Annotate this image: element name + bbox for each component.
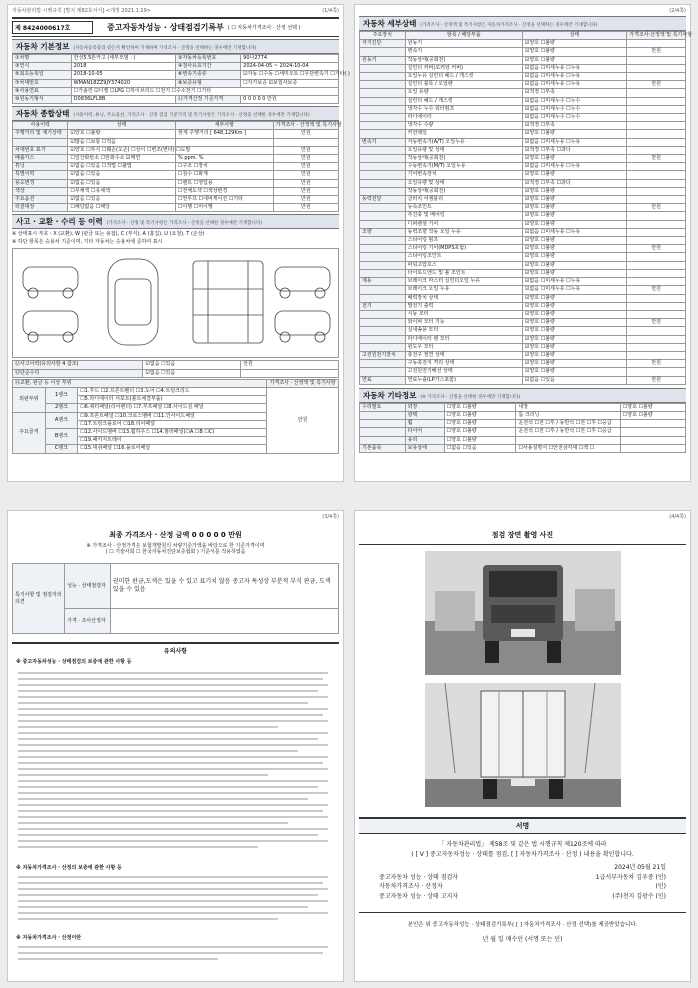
detail-status-row: 스티어링조인트 ☑양호 ☐불량 bbox=[360, 253, 686, 261]
sign-line-2: ( [ V ] 중고자동차성능 · 상태를 점검, [ ] 자동차가격조사 · 산정 ) 내용을 확인합니다. bbox=[411, 850, 634, 858]
accident-table: ⑫사고이력(유의사항 4 참조) ☑없음 ☐있음 만원 ⑬단순수리 ☑없음 ☐있음 bbox=[12, 360, 339, 377]
damage-rank-table: ⑭교환, 판금 등 이상 부위 가격조사 · 산정액 및 특기사항 외판부위 1랭크 ☐1.후드 ☐2.프론트휀더 ☐3.도어 ☐4.트렁크리드 만원 ☐5.라디에이터 서포트(볼트체결부품) 2랭크 ☐6.쿼터패널(리어펜더) ☐7.루프패널 ☐8.사이드실 패널 주요골격 A랭크 ☐9.프론트패널 ☐10.크로스멤버 ☐11.인사이드패널 ☐17.트렁크플로어 ☐18.리어패널 B랭크 ☐12.사이드멤버 ☐13.휠하우스 ☐14.필러패널(☐A ☐B ☐C) ☐19.패키지트레이 C랭크 ☐15.대쉬패널 ☐16.플로어패널 bbox=[12, 379, 339, 454]
detail-status-row: 변속기 자동변속기(A/T) 오일누유 ☑없음 ☐미세누유 ☐누유 bbox=[360, 138, 686, 146]
page-1 bbox=[7, 4, 350, 482]
car-side-right-bottom bbox=[275, 311, 330, 335]
detail-status-row: 전기 발전기 출력 ☑양호 ☐불량 bbox=[360, 302, 686, 310]
detail-status-row: 스티어링 기어(MDPS포함) ☑양호 ☐불량 만원 bbox=[360, 245, 686, 253]
notice-text-block-3 bbox=[18, 943, 333, 967]
detail-status-row: 조향 동력조향 작동 오일 누유 ☑없음 ☐미세누유 ☐누유 bbox=[360, 228, 686, 236]
title-option: ( ☐ 자동차가격조사 · 산정 선택 ) bbox=[227, 25, 301, 31]
detail-status-row: 기어변속장치 ☑양호 ☐불량 bbox=[360, 171, 686, 179]
final-price-title: 최종 가격조사 · 산정 금액 0 0 0 0 0 만원 bbox=[109, 531, 242, 539]
detail-status-row: 작동상태(공회전) ☑양호 ☐불량 만원 bbox=[360, 155, 686, 163]
detail-status-row: 고전원전기장치 충전구 절연 상태 ☑양호 ☐불량 bbox=[360, 351, 686, 359]
other-info-row: 휠 ☐양호 ☐불량 운전석 ☐전 ☐후 / 동반석 ☐전 ☐후 ☐응급 bbox=[360, 420, 686, 428]
detail-status-row: 냉각수 수량 ☑적정 ☐부족 bbox=[360, 122, 686, 130]
other-info-row: 유리 ☐양호 ☐불량 bbox=[360, 436, 686, 444]
notice-text-block-1 bbox=[18, 669, 333, 863]
final-price-note: ※ 가격조사 · 산정가격은 보험개발원의 차량기준가액을 바탕으로 한 기준가격이며 bbox=[86, 543, 265, 549]
detail-status-row: 와이퍼 모터 기능 ☑양호 ☐불량 만원 bbox=[360, 319, 686, 327]
other-info-header: 자동차 기타정보 (※ 가격조사 · 산정을 선택한 경우에만 기재합니다) bbox=[359, 388, 686, 403]
overall-status-row: 주행거리 및 계기상태 ☑양호 ☐불량 현재 주행거리 [ 648,129Km ] 만원 bbox=[13, 130, 339, 138]
detail-status-row: 배력장치 상태 ☑양호 ☐불량 bbox=[360, 294, 686, 302]
car-diagram bbox=[12, 248, 339, 358]
notice-sub-3: ※ 자동차가격조사 · 산정이란 bbox=[16, 935, 82, 941]
basic-info-table: ①차명 한성5.5톤카고 (세부모델 : ) ②자동차등록번호 90나2774 ③연식 2018 ④검사유효기간 2024-04-05 ~ 2024-10-04 ⑤최초등록일 2018-10-05 ⑥변속기종류 ☑자동 ☐수동 ☐세미오토 ☐무단변속기 ☐기타( ) ⑦차대번호 WMAN18ZZ9JY374020 ⑧보증유형 ☐자가보증 ☑보험사보증 ⑨사용연료 ☐가솔린 ☑디젤 ☐LPG ☐하이브리드 ☐전기 ☐수소전기 ☐기타 ⑩원동기형식 D0836LFL8B ⑪가격산정 기준가격 0 0 0 0 0 만원 bbox=[12, 54, 339, 104]
accident-history-header: 사고 · 교환 · 수리 등 이력 (가격조사 · 산정 및 특기사항은 가격조사 · 산정을 선택한 경우에만 기재합니다) bbox=[12, 214, 339, 229]
document-number: 제 8424000617호 bbox=[12, 21, 93, 34]
detail-status-row: 작동상태(공회전) ☑양호 ☐불량 bbox=[360, 187, 686, 195]
other-info-row: 기본품목 보유상태 ☐없음 ☐있음 ☐사용설명서 ☐안전삼각대 ☐잭 ☐ bbox=[360, 444, 686, 452]
signer-row: 자동차가격조사 · 산정자 (인) bbox=[379, 883, 666, 891]
detail-status-row: 커먼레일 ☑양호 ☐불량 bbox=[360, 130, 686, 138]
detail-status-row: 오일누유 실린더 헤드 / 개스킷 ☑없음 ☐미세누유 ☐누유 bbox=[360, 73, 686, 81]
overall-status-row: 주요옵션 ☑없음 ☐있음 ☐썬루프 ☐네비게이션 ☐기타 만원 bbox=[13, 196, 339, 204]
other-info-row: 타이어 ☐양호 ☐불량 운전석 ☐전 ☐후 / 동반석 ☐전 ☐후 ☐응급 bbox=[360, 428, 686, 436]
overall-status-table: 사용이력 상태 세부사항 가격조사 · 산정액 및 특기사항 주행거리 및 계기상태 ☑양호 ☐불량 현재 주행거리 [ 648,129Km ] 만원 ☑많음 ☐보통 ☐적음 차대번호 표기 ☑양호 ☐부식 ☐훼손(오손) ☐상이 ☐변조(변타) ☐도말 만원 배출가스 ☐일산화탄소 ☐탄화수소 ☑매연 % ppm. % 만원 튜닝 ☑없음 ☐있음 ☐적법 ☐불법 ☐구조 ☐장치 만원 특별이력 ☑없음 ☐있음 ☐침수 ☐화재 만원 용도변경 ☑없음 ☐있음 ☐렌트 ☐영업용 만원 색상 ☐무채색 ☐유채색 ☐전체도색 ☐색상변경 만원 주요옵션 ☑없음 ☐있음 ☐썬루프 ☐네비게이션 ☐기타 만원 리콜대상 ☐해당없음 ☐해당 ☐이행 ☐미이행 만원 bbox=[12, 121, 339, 212]
accident-legend-2: ※ 하단 항목은 승용차 기준이며, 기타 자동차는 승용차에 준하여 표시 bbox=[12, 239, 163, 246]
detail-status-row: 실린더 블록 / 오일팬 ☑없음 ☐미세누유 ☐누유 만원 bbox=[360, 81, 686, 89]
notice-sub-1: ※ 중고자동차성능 · 상태점검의 보증에 관한 사항 등 bbox=[16, 659, 132, 665]
page-number: (2/4쪽) bbox=[669, 8, 686, 14]
photo-section-title: 점검 장면 촬영 사진 bbox=[491, 531, 554, 539]
page-4 bbox=[354, 510, 691, 982]
special-notes-table: 특기사항 및 점검자의 의견 성능 · 상태점검자 권미한 판금,도색은 있을 수 있고 표기치 않음 중고자 특성상 부분적 부식 판금, 도색 있을 수 있음 가격 · 조사산정자 bbox=[12, 563, 339, 634]
detail-status-row: 냉각수 누수 워터펌프 ☑없음 ☐미세누수 ☐누수 bbox=[360, 105, 686, 113]
page-number: (4/4쪽) bbox=[669, 514, 686, 520]
detail-status-row: 연료 연료누출(LP가스포함) ☑없음 ☐있음 만원 bbox=[360, 376, 686, 384]
overall-status-row: ☑많음 ☐보통 ☐적음 bbox=[13, 138, 339, 146]
detail-status-row: 오일유량 및 상태 ☑적정 ☐부족 ☐과다 bbox=[360, 146, 686, 154]
detail-status-row: 수동변속기(M/T) 오일누유 ☑없음 ☐미세누유 ☐누유 bbox=[360, 163, 686, 171]
detail-status-row: 추진축 및 베어링 ☑양호 ☐불량 bbox=[360, 212, 686, 220]
page-2 bbox=[354, 4, 691, 482]
final-price-note-2: ( ☐ 기술사회 ☐ 한국자동차진단보증협회 ) 기준서를 적용하였음 bbox=[105, 549, 246, 555]
detail-status-row: 시동 모터 ☑양호 ☐불량 bbox=[360, 310, 686, 318]
truck-front-photo bbox=[425, 551, 621, 675]
car-top-view bbox=[108, 259, 158, 345]
accident-legend: ※ 상태표시 부호 : X (교환), W (판금 또는 용접), C (부식), A (흠집), U (요철), T (손상) bbox=[12, 231, 205, 238]
detail-status-row: 디퍼렌셜 기어 ☑양호 ☐불량 bbox=[360, 220, 686, 228]
page-number: (3/4쪽) bbox=[322, 514, 339, 520]
overall-status-row: 차대번호 표기 ☑양호 ☐부식 ☐훼손(오손) ☐상이 ☐변조(변타) ☐도말 만원 bbox=[13, 146, 339, 154]
buyer-confirmation: 본인은 위 중고자동차성능 · 상태점검기록부( [ ] 자동차가격조사 · 산정 선택)를 제공받았습니다. bbox=[407, 921, 638, 928]
detail-status-row: 윈도우 모터 ☑양호 ☐불량 bbox=[360, 343, 686, 351]
sign-date: 2024년 05월 21일 bbox=[614, 864, 666, 872]
other-info-row: 수리필요 외장 ☐양호 ☐불량 내장 ☐양호 ☐불량 bbox=[360, 403, 686, 411]
detail-status-table: 주요장치 항목 / 해당부품 상태 가격조사·산정액 및 특기사항 자기진단 원동기 ☑양호 ☐불량 변속기 ☑양호 ☐불량 만원 원동기 작동상태(공회전) ☑양호 ☐불량 실린더 커버(로커암 커버) ☑없음 ☐미세누유 ☐누유 오일누유 실린더 헤드 / 개스킷 ☑없음 ☐미세누유 ☐누유 실린더 블록 / 오일팬 ☑없음 ☐미세누유 ☐누유 만원 오일 유량 ☑적정 ☐부족 실린더 헤드 / 개스킷 ☑없음 ☐미세누수 ☐누수 냉각수 누수 워터펌프 ☑없음 ☐미세누수 ☐누수 라디에이터 ☑없음 ☐미세누수 ☐누수 냉각수 수량 ☑적정 ☐부족 커먼레일 ☑양호 ☐불량 변속기 자동변속기(A/T) 오일누유 ☑없음 ☐미세누유 ☐누유 오일유량 및 상태 ☑적정 ☐부족 ☐과다 작동상태(공회전) ☑양호 ☐불량 만원 수동변속기(M/T) 오일누유 ☑없음 ☐미세누유 ☐누유 기어변속장치 ☑양호 ☐불량 오일유량 및 상태 ☑적정 ☐부족 ☐과다 작동상태(공회전) ☑양호 ☐불량 동력전달 클러치 어셈블리 ☑양호 ☐불량 등속조인트 ☑양호 ☐불량 만원 추진축 및 베어링 ☑양호 ☐불량 디퍼렌셜 기어 ☑양호 ☐불량 조향 동력조향 작동 오일 누유 ☑없음 ☐미세누유 ☐누유 스티어링 펌프 ☑양호 ☐불량 스티어링 기어(MDPS포함) ☑양호 ☐불량 만원 스티어링조인트 ☑양호 ☐불량 파워고압호스 ☑양호 ☐불량 타이로드엔드 및 볼 조인트 ☑양호 ☐불량 제동 브레이크 마스터 실린더오일 누유 ☑없음 ☐미세누유 ☐누유 브레이크 오일 누유 ☑없음 ☐미세누유 ☐누유 만원 배력장치 상태 ☑양호 ☐불량 전기 발전기 출력 ☑양호 ☐불량 시동 모터 ☑양호 ☐불량 와이퍼 모터 기능 ☑양호 ☐불량 만원 실내송풍 모터 ☑양호 ☐불량 라디에이터 팬 모터 ☑양호 ☐불량 윈도우 모터 ☑양호 ☐불량 고전원전기장치 충전구 절연 상태 ☑양호 ☐불량 구동축전지 격리 상태 ☑양호 ☐불량 만원 고전원전기배선 상태 ☑양호 ☐불량 연료 연료누출(LP가스포함) ☑없음 ☐있음 만원 bbox=[359, 31, 686, 385]
detail-status-row: 파워고압호스 ☑양호 ☐불량 bbox=[360, 261, 686, 269]
page-3 bbox=[7, 510, 344, 982]
overall-status-row: 특별이력 ☑없음 ☐있음 ☐침수 ☐화재 만원 bbox=[13, 171, 339, 179]
detail-status-row: 브레이크 오일 누유 ☑없음 ☐미세누유 ☐누유 만원 bbox=[360, 286, 686, 294]
basic-info-header: 자동차 기본정보 (자동차등록증과 같은지 확인하여 기재하며 가격조사 · 산정을 선택하는 경우에만 기재합니다) bbox=[12, 39, 339, 54]
truck-rear-photo bbox=[425, 683, 621, 807]
detail-status-row: 제동 브레이크 마스터 실린더오일 누유 ☑없음 ☐미세누유 ☐누유 bbox=[360, 278, 686, 286]
other-info-table bbox=[359, 403, 686, 453]
signer-row: 중고자동차 성능 · 상태 점검자 1급서부자동차 김우중 (인) bbox=[379, 873, 666, 881]
car-side-left-top bbox=[23, 267, 78, 291]
detail-status-row: 오일유량 및 상태 ☑적정 ☐부족 ☐과다 bbox=[360, 179, 686, 187]
detail-status-row: 자기진단 원동기 ☑양호 ☐불량 bbox=[360, 40, 686, 48]
sign-section-title: 서명 bbox=[359, 817, 686, 834]
document-title: 중고자동차성능 · 상태점검기록부 bbox=[107, 23, 224, 32]
notice-text-block-2 bbox=[18, 873, 333, 933]
overall-status-row: 배출가스 ☐일산화탄소 ☐탄화수소 ☑매연 % ppm. % 만원 bbox=[13, 155, 339, 163]
detail-status-row: 라디에이터 ☑없음 ☐미세누수 ☐누수 bbox=[360, 114, 686, 122]
detail-status-row: 원동기 작동상태(공회전) ☑양호 ☐불량 bbox=[360, 56, 686, 64]
other-info-row: 광택 ☐양호 ☐불량 룸 크리닝 ☐양호 ☐불량 bbox=[360, 411, 686, 419]
detail-status-header: 자동차 세부상태 (가격조사 · 산정액 및 특기사항은 자동차가격조사 · 산정을 선택하는 경우에만 기재합니다) bbox=[359, 16, 686, 31]
form-reference: 자동차관리법 시행규칙 [별지 제82호서식] <개정 2021.1.19> bbox=[12, 8, 151, 14]
notice-title: 유의사항 bbox=[12, 642, 339, 655]
detail-status-row: 실내송풍 모터 ☑양호 ☐불량 bbox=[360, 327, 686, 335]
detail-status-row: 고전원전기배선 상태 ☑양호 ☐불량 bbox=[360, 368, 686, 376]
sign-line-1: 「 자동차관리법」 제58조 및 같은 법 시행규칙 제120조에 따라 bbox=[438, 841, 607, 848]
detail-status-row: 실린더 커버(로커암 커버) ☑없음 ☐미세누유 ☐누유 bbox=[360, 64, 686, 72]
detail-status-row: 실린더 헤드 / 개스킷 ☑없음 ☐미세누수 ☐누수 bbox=[360, 97, 686, 105]
overall-status-row: 튜닝 ☑없음 ☐있음 ☐적법 ☐불법 ☐구조 ☐장치 만원 bbox=[13, 163, 339, 171]
detail-status-row: 타이로드엔드 및 볼 조인트 ☑양호 ☐불량 bbox=[360, 269, 686, 277]
page-number: (1/4쪽) bbox=[322, 8, 339, 14]
overall-status-row: 용도변경 ☑없음 ☐있음 ☐렌트 ☐영업용 만원 bbox=[13, 179, 339, 187]
overall-status-row: 색상 ☐무채색 ☐유채색 ☐전체도색 ☐색상변경 만원 bbox=[13, 187, 339, 195]
car-frame-view bbox=[193, 261, 263, 343]
detail-status-row: 스티어링 펌프 ☑양호 ☐불량 bbox=[360, 237, 686, 245]
detail-status-row: 등속조인트 ☑양호 ☐불량 만원 bbox=[360, 204, 686, 212]
car-side-left-bottom bbox=[23, 311, 78, 335]
notice-sub-2: ※ 자동차가격조사 · 산정의 보증에 관한 사항 등 bbox=[16, 865, 122, 871]
detail-status-row: 오일 유량 ☑적정 ☐부족 bbox=[360, 89, 686, 97]
detail-status-row: 라디에이터 팬 모터 ☑양호 ☐불량 bbox=[360, 335, 686, 343]
buyer-signature-line: 년 월 일 매수인 (서명 또는 인) bbox=[482, 936, 563, 944]
detail-status-row: 동력전달 클러치 어셈블리 ☑양호 ☐불량 bbox=[360, 196, 686, 204]
overall-status-row: 리콜대상 ☐해당없음 ☐해당 ☐이행 ☐미이행 만원 bbox=[13, 204, 339, 212]
detail-status-row: 변속기 ☑양호 ☐불량 만원 bbox=[360, 48, 686, 56]
car-side-right-top bbox=[275, 267, 330, 291]
detail-status-row: 구동축전지 격리 상태 ☑양호 ☐불량 만원 bbox=[360, 360, 686, 368]
overall-status-header: 자동차 종합상태 (사용이력, 튜닝, 주요옵션, 가격조사 · 산정 점검 기준가격 및 특기사항은 가격조사 · 산정을 선택한 경우에만 기재합니다) bbox=[12, 106, 339, 121]
signer-row: 중고자동차 성능 · 상태 고지자 (주)천지 김광수 (인) bbox=[379, 892, 666, 900]
